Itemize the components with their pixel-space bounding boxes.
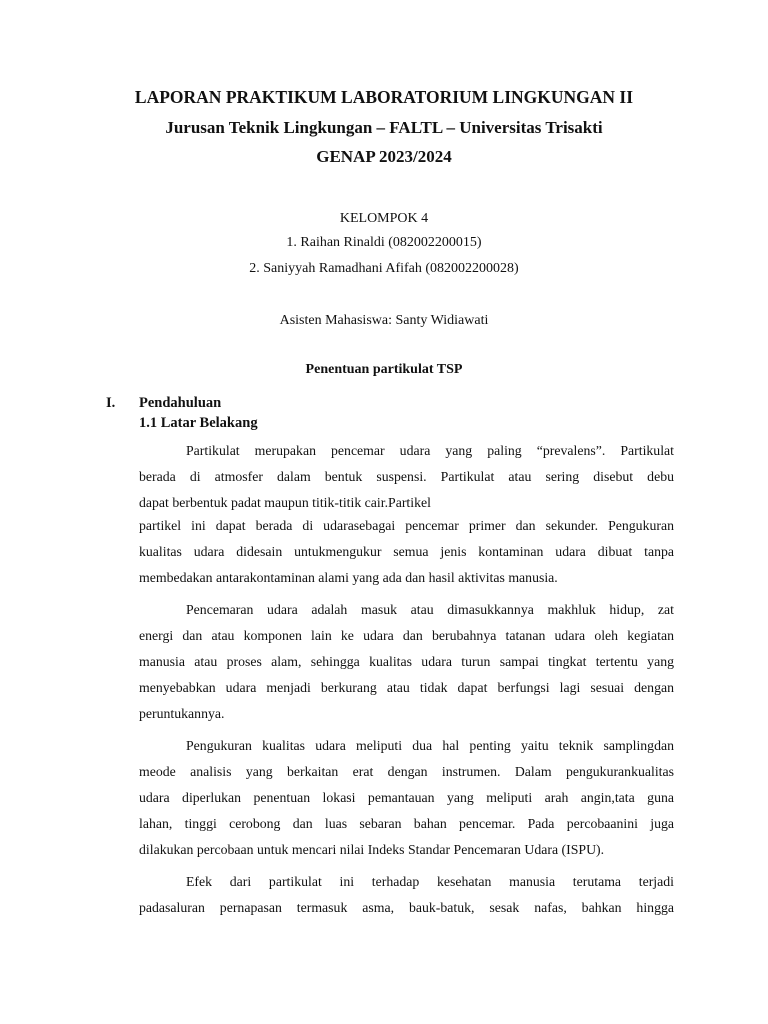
paragraph-line: menyebabkan udara menjadi berkurang atau tidak dapat berfungsi lagi sesuai dengan bbox=[139, 680, 674, 695]
subsection-title: 1.1 Latar Belakang bbox=[139, 415, 258, 431]
paragraph-line: udara diperlukan penentuan lokasi pemantauan yang meliputi arah angin,tata guna bbox=[139, 790, 674, 805]
paragraph-line: lahan, tinggi cerobong dan luas sebaran bahan pencemar. Pada percobaanini juga bbox=[139, 816, 674, 831]
paragraph-line: dapat berbentuk padat maupun titik-titik cair.Partikel bbox=[139, 495, 431, 510]
paragraph-1-continued bbox=[139, 513, 674, 591]
paragraph-4 bbox=[139, 869, 674, 921]
paragraph-line: Partikulat merupakan pencemar udara yang paling “prevalens”. Partikulat bbox=[186, 443, 674, 458]
paragraph-line: energi dan atau komponen lain ke udara dan berubahnya tatanan udara oleh kegiatan bbox=[139, 628, 674, 643]
section-number: I. bbox=[106, 395, 116, 411]
paragraph-1 bbox=[139, 438, 674, 516]
semester-line: GENAP 2023/2024 bbox=[316, 147, 452, 166]
assistant-name: Asisten Mahasiswa: Santy Widiawati bbox=[279, 313, 489, 328]
paragraph-line: partikel ini dapat berada di udarasebagai pencemar primer dan sekunder. Pengukuran bbox=[139, 518, 674, 533]
paragraph-3 bbox=[139, 733, 674, 863]
paragraph-line: membedakan antarakontaminan alami yang ada dan hasil aktivitas manusia. bbox=[139, 570, 558, 585]
group-member-2: 2. Saniyyah Ramadhani Afifah (082002200028) bbox=[249, 261, 519, 276]
group-label: KELOMPOK 4 bbox=[339, 211, 429, 226]
experiment-topic: Penentuan partikulat TSP bbox=[305, 362, 463, 377]
paragraph-line: dilakukan percobaan untuk mencari nilai Indeks Standar Pencemaran Udara (ISPU). bbox=[139, 842, 605, 857]
paragraph-line: manusia atau proses alam, sehingga kualitas udara turun sampai tingkat tertentu yang bbox=[139, 654, 674, 669]
paragraph-2 bbox=[139, 597, 674, 727]
section-title: Pendahuluan bbox=[139, 395, 222, 411]
paragraph-line: meode analisis yang berkaitan erat dengan instrumen. Dalam pengukurankualitas bbox=[139, 764, 674, 779]
paragraph-line: padasaluran pernapasan termasuk asma, bauk-batuk, sesak nafas, bahkan hingga bbox=[139, 900, 674, 915]
department-line: Jurusan Teknik Lingkungan – FALTL – Universitas Trisakti bbox=[165, 118, 603, 137]
group-member-1: 1. Raihan Rinaldi (082002200015) bbox=[286, 235, 482, 250]
report-title: LAPORAN PRAKTIKUM LABORATORIUM LINGKUNGAN II bbox=[134, 87, 634, 107]
paragraph-line: Pengukuran kualitas udara meliputi dua hal penting yaitu teknik samplingdan bbox=[186, 738, 674, 753]
paragraph-line: Pencemaran udara adalah masuk atau dimasukkannya makhluk hidup, zat bbox=[186, 602, 674, 617]
paragraph-line: peruntukannya. bbox=[139, 706, 225, 721]
paragraph-line: Efek dari partikulat ini terhadap kesehatan manusia terutama terjadi bbox=[186, 874, 674, 889]
paragraph-line: kualitas udara didesain untukmengukur semua jenis kontaminan udara dibuat tanpa bbox=[139, 544, 674, 559]
paragraph-line: berada di atmosfer dalam bentuk suspensi. Partikulat atau sering disebut debu bbox=[139, 469, 674, 484]
